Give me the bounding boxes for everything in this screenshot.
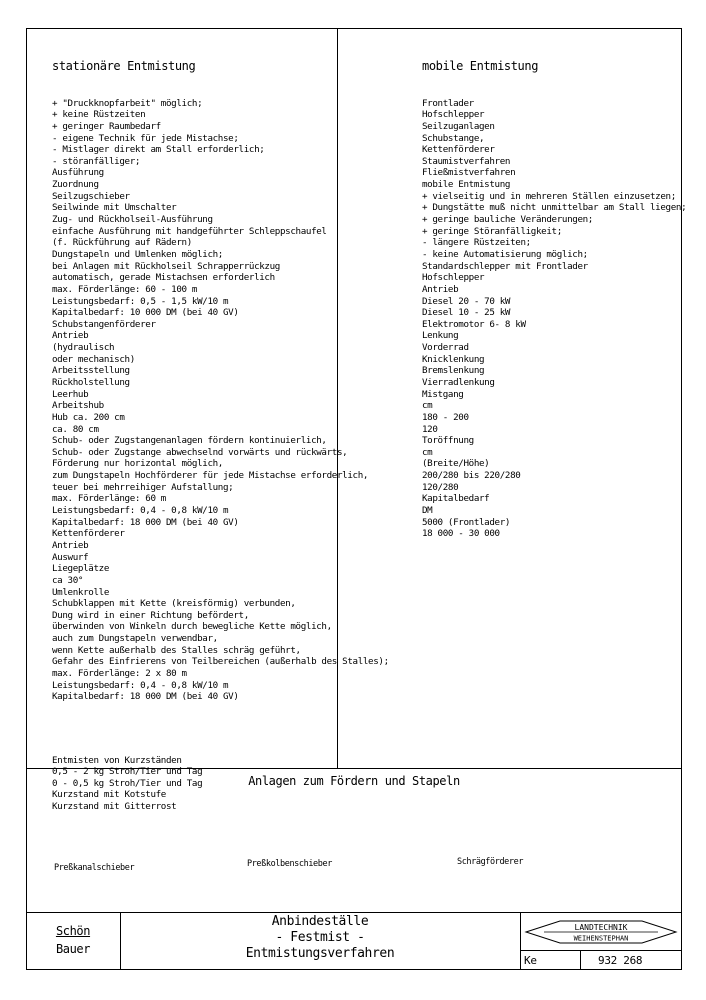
stationary-text-line: oder mechanisch) [52, 353, 135, 365]
sheet-title-line-3: Entmistungsverfahren [245, 946, 395, 961]
mobile-text-line: - längere Rüstzeiten; [422, 237, 531, 249]
stationary-text-line: Schub- oder Zugstangenanlagen fördern kontinuierlich, [52, 435, 327, 447]
short-stall-text-line: Entmisten von Kurzständen [52, 754, 182, 766]
mobile-text-line: Frontlader [422, 97, 474, 109]
stationary-text-line: auch zum Dungstapeln verwendbar, [52, 633, 218, 645]
stationary-text-line: max. Förderlänge: 60 m [52, 493, 166, 505]
stationary-text-line: Leistungsbedarf: 0,5 - 1,5 kW/10 m [52, 295, 229, 307]
mobile-text-line: Elektromotor 6- 8 kW [422, 318, 526, 330]
author-name-2: Bauer [55, 942, 91, 956]
author-code: Ke [524, 954, 537, 967]
sheet-title [120, 912, 520, 970]
stationary-text-line: zum Dungstapeln Hochförderer für jede Mistachse erforderlich, [52, 470, 369, 482]
stationary-text-line: einfache Ausführung mit handgeführter Schleppschaufel [52, 225, 327, 237]
author-name-1: Schön [55, 924, 91, 938]
mobile-text-line: Lenkung [422, 330, 459, 342]
mobile-text-line: 180 - 200 [422, 411, 469, 423]
stationary-text-line: - eigene Technik für jede Mistachse; [52, 132, 239, 144]
stationary-text-line: Leistungsbedarf: 0,4 - 0,8 kW/10 m [52, 505, 229, 517]
sheet-number: 932 268 [598, 954, 643, 967]
mobile-text-line: Toröffnung [422, 435, 474, 447]
stationary-text-line: Zug- und Rückholseil-Ausführung [52, 214, 213, 226]
mobile-text-line: Knicklenkung [422, 353, 485, 365]
stationary-text-line: Kettenförderer [52, 528, 125, 540]
stationary-text-line: max. Förderlänge: 60 - 100 m [52, 283, 198, 295]
stationary-text-line: + keine Rüstzeiten [52, 109, 146, 121]
stationary-text-line: ca. 80 cm [52, 423, 99, 435]
mobile-text-line: Vorderrad [422, 342, 469, 354]
stationary-text-line: Schubklappen mit Kette (kreisförmig) verbunden, [52, 598, 296, 610]
mobile-text-line: Mistgang [422, 388, 464, 400]
stationary-text-line: Antrieb [52, 330, 89, 342]
spacer [52, 726, 389, 731]
mobile-text-line: 5000 (Frontlader) [422, 516, 511, 528]
stationary-text-line: - Mistlager direkt am Stall erforderlich; [52, 144, 265, 156]
stationary-text-line: Umlenkrolle [52, 586, 109, 598]
logo-top-text: LANDTECHNIK [574, 923, 628, 932]
mobile-text-line: DM [422, 505, 433, 517]
mobile-text-line: 200/280 bis 220/280 [422, 470, 521, 482]
mobile-text-line: + vielseitig und in mehreren Ställen einzusetzen; [422, 190, 676, 202]
mobile-header: mobile Entmistung [422, 59, 539, 74]
mobile-text-line: + geringe bauliche Veränderungen; [422, 214, 593, 226]
stationary-text-line: Förderung nur horizontal möglich, [52, 458, 223, 470]
stationary-text-line: Antrieb [52, 539, 89, 551]
mobile-text-line: Seilzuganlagen [422, 120, 495, 132]
mobile-text-line: 120/280 [422, 481, 459, 493]
mobile-column [422, 36, 686, 552]
short-stall-text-line: 0,5 - 2 kg Stroh/Tier und Tag [52, 766, 203, 778]
stationary-text-line: (hydraulisch [52, 342, 115, 354]
stationary-text-line: Liegeplätze [52, 563, 109, 575]
mobile-text-line: Hofschlepper [422, 272, 485, 284]
stationary-text-line: - störanfälliger; [52, 155, 141, 167]
short-stall-text-line: 0 - 0,5 kg Stroh/Tier und Tag [52, 777, 203, 789]
stationary-text-line: Dung wird in einer Richtung befördert, [52, 609, 249, 621]
stationary-text-line: Schubstangenförderer [52, 318, 156, 330]
mobile-text-line: + geringe Störanfälligkeit; [422, 225, 562, 237]
mobile-text-line: Standardschlepper mit Frontlader [422, 260, 588, 272]
short-stall-text-line: Kurzstand mit Kotstufe [52, 789, 166, 801]
short-stall-text-line: Kurzstand mit Gitterrost [52, 801, 177, 813]
mobile-text-line: (Breite/Höhe) [422, 458, 490, 470]
mobile-text-line: Schubstange, [422, 132, 485, 144]
mobile-text-line: 18 000 - 30 000 [422, 528, 500, 540]
figure-title: Anlagen zum Fördern und Stapeln [248, 774, 460, 788]
sheet-title-line-1: Anbindeställe [271, 914, 369, 929]
stationary-text-line: Seilwinde mit Umschalter [52, 202, 177, 214]
mobile-text-line: Vierradlenkung [422, 377, 495, 388]
stationary-text-line: Leerhub [52, 388, 89, 400]
mobile-text-line: Diesel 20 - 70 kW [422, 295, 511, 307]
mobile-text-line: 120 [422, 423, 438, 435]
caption-schraegfoerderer: Schrägförderer [457, 857, 524, 867]
mobile-text-line: cm [422, 446, 433, 458]
stationary-text-line: Kapitalbedarf: 18 000 DM (bei 40 GV) [52, 691, 239, 703]
stationary-text-line: Arbeitsstellung [52, 365, 130, 377]
stationary-text-line: Auswurf [52, 551, 89, 563]
stationary-text-line: teuer bei mehrreihiger Aufstallung; [52, 481, 234, 493]
stationary-lines [52, 98, 389, 703]
mobile-text-line: Hofschlepper [422, 109, 485, 121]
stationary-text-line: Kapitalbedarf: 18 000 DM (bei 40 GV) [52, 516, 239, 528]
mobile-text-line: Kapitalbedarf [422, 493, 490, 505]
stationary-text-line: + "Druckknopfarbeit" möglich; [52, 97, 203, 109]
stationary-text-line: Rückholstellung [52, 377, 130, 388]
logo-emblem [520, 912, 682, 950]
mobile-text-line: mobile Entmistung [422, 179, 511, 191]
stationary-text-line: automatisch, gerade Mistachsen erforderlich [52, 272, 275, 284]
mobile-text-line: cm [422, 400, 433, 412]
stationary-text-line: Dungstapeln und Umlenken möglich; [52, 248, 223, 260]
logo-bottom-text: WEIHENSTEPHAN [573, 934, 629, 943]
caption-presskolbenschieber: Preßkolbenschieber [247, 859, 332, 869]
mobile-lines [422, 98, 686, 540]
stationary-text-line: + geringer Raumbedarf [52, 120, 161, 132]
stationary-header: stationäre Entmistung [52, 59, 196, 74]
stationary-text-line: wenn Kette außerhalb des Stalles schräg geführt, [52, 644, 301, 656]
stationary-text-line: Gefahr des Einfrierens von Teilbereichen (außerhalb des Stalles); [52, 656, 389, 668]
stationary-text-line: (f. Rückführung auf Rädern) [52, 237, 192, 249]
caption-presskanalschieber: Preßkanalschieber [54, 863, 135, 873]
stationary-column [52, 36, 389, 824]
stationary-text-line: Kapitalbedarf: 10 000 DM (bei 40 GV) [52, 307, 239, 319]
stationary-text-line: Arbeitshub [52, 400, 104, 412]
mobile-text-line: Bremslenkung [422, 365, 485, 377]
stationary-text-line: max. Förderlänge: 2 x 80 m [52, 668, 187, 680]
mobile-text-line: + Dungstätte muß nicht unmittelbar am Stall liegen; [422, 202, 687, 214]
stationary-text-line: Schub- oder Zugstange abwechselnd vorwärts und rückwärts, [52, 446, 348, 458]
stationary-text-line: bei Anlagen mit Rückholseil Schrapperrückzug [52, 260, 280, 272]
stationary-text-line: Ausführung [52, 167, 104, 179]
mobile-text-line: Staumistverfahren [422, 155, 511, 167]
mobile-text-line: Fließmistverfahren [422, 167, 516, 179]
mobile-text-line: Diesel 10 - 25 kW [422, 307, 511, 319]
author-names [26, 912, 120, 970]
stationary-text-line: überwinden von Winkeln durch bewegliche Kette möglich, [52, 621, 332, 633]
sheet-title-line-2: - Festmist - [275, 930, 365, 945]
mobile-text-line: Kettenförderer [422, 144, 495, 156]
stationary-text-line: Seilzugschieber [52, 190, 130, 202]
stationary-text-line: Hub ca. 200 cm [52, 411, 125, 423]
stationary-text-line: ca 30° [52, 574, 84, 586]
stationary-text-line: Zuordnung [52, 179, 99, 191]
mobile-text-line: Antrieb [422, 283, 459, 295]
stationary-text-line: Leistungsbedarf: 0,4 - 0,8 kW/10 m [52, 679, 229, 691]
mobile-text-line: - keine Automatisierung möglich; [422, 248, 588, 260]
